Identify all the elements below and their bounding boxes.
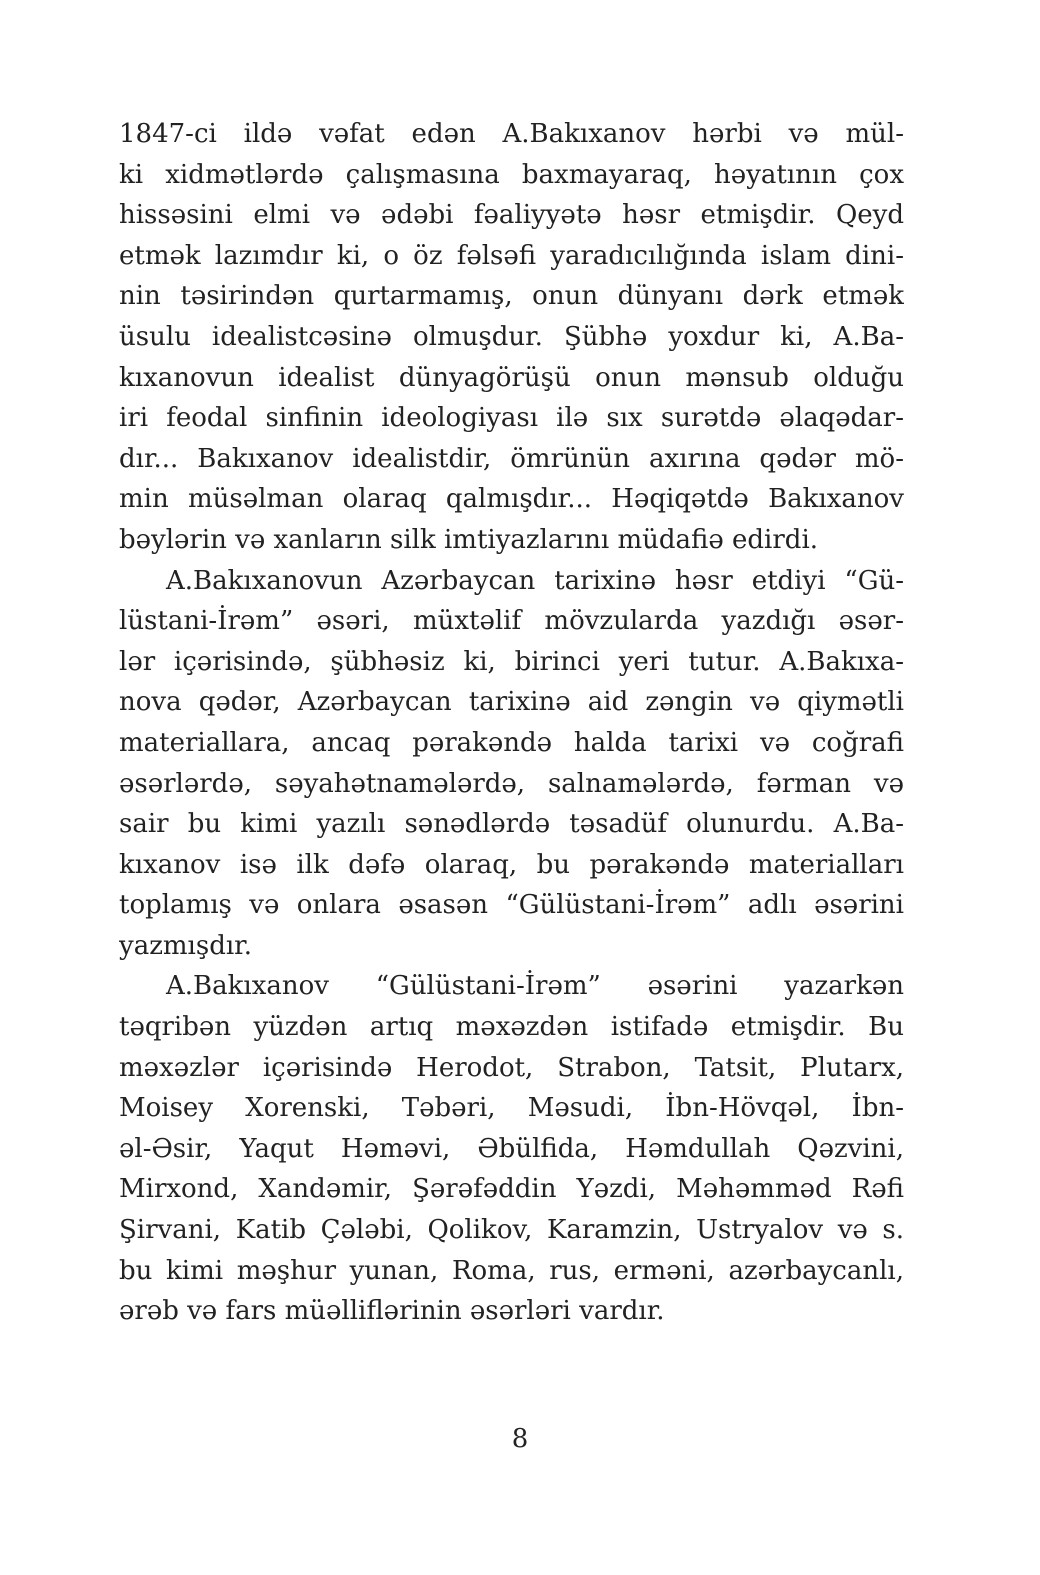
- text-line: dır... Bakıxanov idealistdir, ömrünün axırına qədər mö-: [119, 443, 904, 474]
- text-line: ki xidmətlərdə çalışmasına baxmayaraq, həyatının çox: [119, 159, 904, 190]
- text-line: materiallara, ancaq pərakəndə halda tarixi və coğrafi: [119, 727, 904, 758]
- text-line: etmək lazımdır ki, o öz fəlsəfi yaradıcılığında islam dini-: [119, 240, 904, 271]
- text-line: məxəzlər içərisində Herodot, Strabon, Tatsit, Plutarx,: [119, 1052, 904, 1083]
- text-line: kıxanov isə ilk dəfə olaraq, bu pərakəndə materialları: [119, 849, 904, 880]
- text-line: Mirxond, Xandəmir, Şərəfəddin Yəzdi, Məhəmməd Rəfi: [119, 1174, 904, 1205]
- text-line: A.Bakıxanovun Azərbaycan tarixinə həsr etdiyi “Gü-: [166, 565, 904, 596]
- text-line: ərəb və fars müəlliflərinin əsərləri vardır.: [119, 1296, 665, 1327]
- text-line: Moisey Xorenski, Təbəri, Məsudi, İbn-Hövqəl, İbn-: [119, 1093, 904, 1124]
- page-number: 8: [511, 1424, 529, 1454]
- text-line: bəylərin və xanların silk imtiyazlarını müdafiə edirdi.: [119, 524, 819, 555]
- text-line: nova qədər, Azərbaycan tarixinə aid zəngin və qiymətli: [119, 687, 904, 718]
- text-line: iri feodal sinfinin ideologiyası ilə sıx surətdə əlaqədar-: [119, 403, 904, 434]
- text-line: Şirvani, Katib Çələbi, Qolikov, Karamzin, Ustryalov və s.: [119, 1215, 904, 1246]
- text-line: üsulu idealistcəsinə olmuşdur. Şübhə yoxdur ki, A.Ba-: [119, 321, 904, 352]
- text-line: əsərlərdə, səyahətnamələrdə, salnamələrdə, fərman və: [119, 768, 904, 799]
- paragraph: [119, 114, 904, 561]
- text-line: lüstani-İrəm” əsəri, müxtəlif mövzularda yazdığı əsər-: [119, 606, 904, 637]
- text-line: lər içərisində, şübhəsiz ki, birinci yeri tutur. A.Bakıxa-: [119, 646, 904, 677]
- text-line: 1847-ci ildə vəfat edən A.Bakıxanov hərbi və mül-: [119, 119, 904, 149]
- text-line: sair bu kimi yazılı sənədlərdə təsadüf olunurdu. A.Ba-: [119, 809, 904, 840]
- text-line: nin təsirindən qurtarmamış, onun dünyanı dərk etmək: [119, 281, 904, 312]
- text-line: hissəsini elmi və ədəbi fəaliyyətə həsr etmişdir. Qeyd: [119, 200, 904, 231]
- text-line: yazmışdır.: [119, 930, 252, 961]
- text-line: A.Bakıxanov “Gülüstani-İrəm” əsərini yazarkən: [166, 971, 904, 1002]
- text-line: kıxanovun idealist dünyagörüşü onun mənsub olduğu: [119, 362, 904, 393]
- text-line: toplamış və onlara əsasən “Gülüstani-İrəm” adlı əsərini: [119, 890, 904, 921]
- paragraph: [119, 561, 904, 967]
- paragraph: [119, 966, 904, 1331]
- body-text: [119, 114, 904, 1332]
- text-line: bu kimi məşhur yunan, Roma, rus, erməni, azərbaycanlı,: [119, 1255, 904, 1286]
- text-line: təqribən yüzdən artıq məxəzdən istifadə etmişdir. Bu: [119, 1012, 904, 1043]
- text-line: min müsəlman olaraq qalmışdır... Həqiqətdə Bakıxanov: [119, 484, 904, 515]
- text-line: əl-Əsir, Yaqut Həməvi, Əbülfida, Həmdullah Qəzvini,: [119, 1133, 904, 1164]
